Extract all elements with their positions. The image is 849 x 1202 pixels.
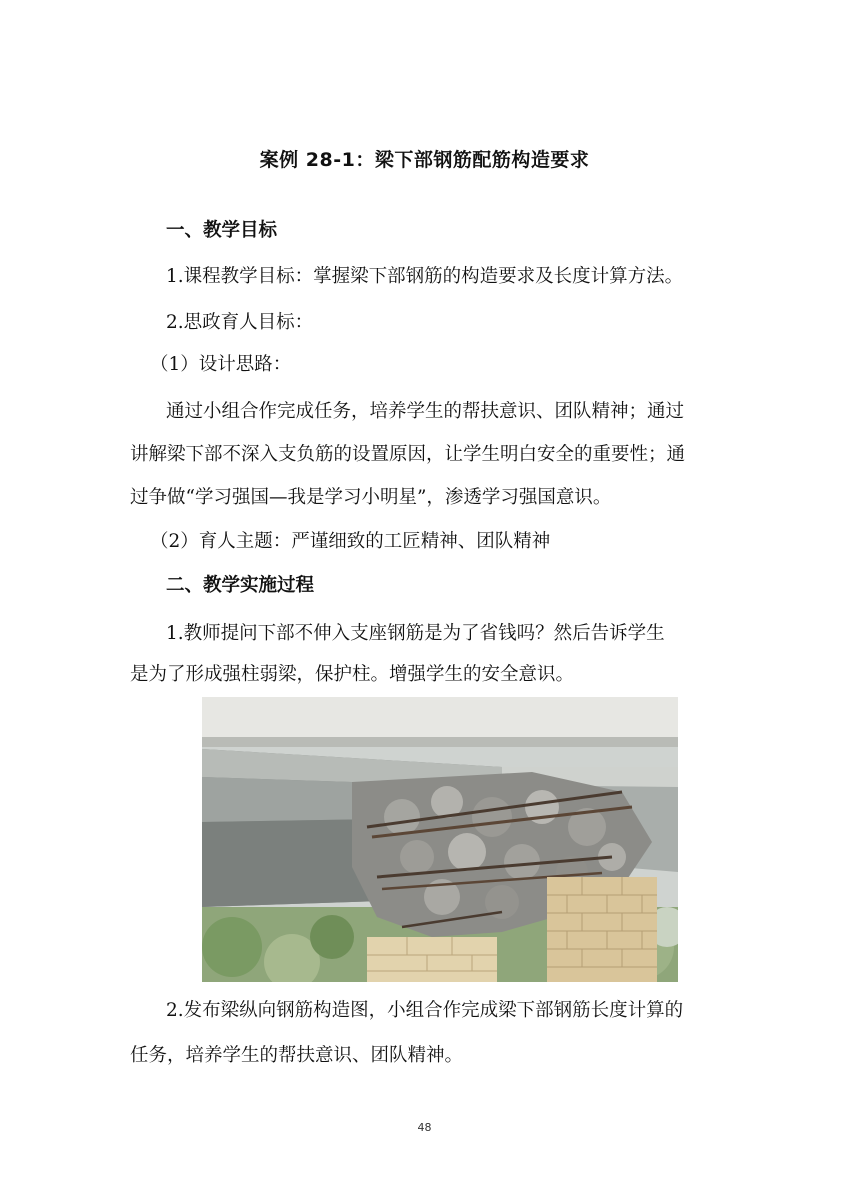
teaching-goal-item-1: 1.课程教学目标：掌握梁下部钢筋的构造要求及长度计算方法。	[166, 266, 684, 287]
teaching-goal-item-2: 2.思政育人目标：	[166, 312, 314, 333]
design-idea-line-1: 通过小组合作完成任务，培养学生的帮扶意识、团队精神；通过	[166, 401, 685, 422]
page-number: 48	[417, 1121, 432, 1134]
case-title: 案例 28-1：梁下部钢筋配筋构造要求	[259, 149, 590, 171]
education-theme: （2）育人主题：严谨细致的工匠精神、团队精神	[150, 531, 551, 552]
design-idea-line-2: 讲解梁下部不深入支负筋的设置原因，让学生明白安全的重要性；通	[130, 444, 686, 465]
section1-heading: 一、教学目标	[166, 220, 278, 241]
process-p1-line-1: 1.教师提问下部不伸入支座钢筋是为了省钱吗？然后告诉学生	[166, 623, 665, 644]
process-p2-line-2: 任务，培养学生的帮扶意识、团队精神。	[130, 1045, 464, 1066]
section2-heading: 二、教学实施过程	[166, 575, 315, 596]
design-idea-line-3: 过争做“学习强国—我是学习小明星”，渗透学习强国意识。	[130, 487, 612, 508]
design-idea-label: （1）设计思路：	[150, 354, 292, 375]
process-p1-line-2: 是为了形成强柱弱梁，保护柱。增强学生的安全意识。	[130, 664, 575, 685]
damaged-beam-column-photo	[202, 697, 678, 982]
process-p2-line-1: 2.发布梁纵向钢筋构造图，小组合作完成梁下部钢筋长度计算的	[166, 1000, 684, 1021]
